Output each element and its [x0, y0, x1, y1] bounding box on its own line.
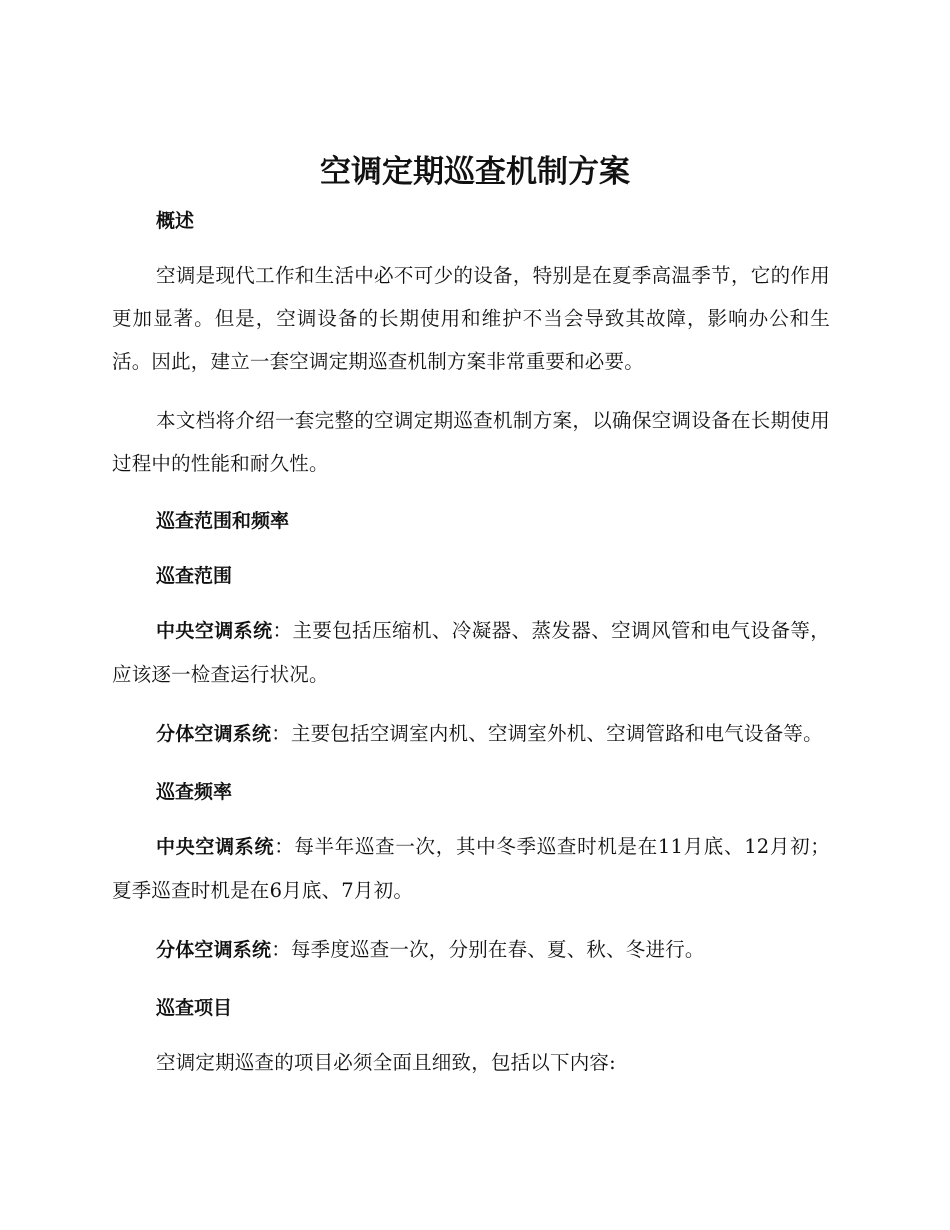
frequency-split-lead: 分体空调系统 — [156, 939, 272, 961]
frequency-central-text: ：每半年巡查一次，其中冬季巡查时机是在11月底、12月初；夏季巡查时机是在6月底、7月初。 — [112, 835, 830, 902]
frequency-central-lead: 中央空调系统 — [156, 836, 275, 858]
scope-heading: 巡查范围 — [156, 565, 233, 587]
scope-central-text: ：主要包括压缩机、冷凝器、蒸发器、空调风管和电气设备等，应该逐一检查运行状况。 — [112, 619, 830, 686]
frequency-split-text: ：每季度巡查一次，分别在春、夏、秋、冬进行。 — [271, 938, 705, 961]
overview-paragraph-2: 本文档将介绍一套完整的空调定期巡查机制方案，以确保空调设备在长期使用过程中的性能和耐久性。 — [112, 409, 830, 475]
scope-central-lead: 中央空调系统 — [156, 620, 273, 642]
scope-split-lead: 分体空调系统 — [156, 723, 272, 745]
document-body — [112, 202, 830, 1084]
items-heading: 巡查项目 — [156, 997, 233, 1019]
frequency-central-paragraph — [112, 825, 830, 912]
frequency-split-paragraph — [112, 928, 830, 972]
scope-split-text: ：主要包括空调室内机、空调室外机、空调管路和电气设备等。 — [271, 722, 823, 745]
document-title: 空调定期巡查机制方案 — [320, 154, 630, 190]
scope-frequency-heading: 巡查范围和频率 — [156, 510, 290, 532]
overview-paragraph-1: 空调是现代工作和生活中必不可少的设备，特别是在夏季高温季节，它的作用更加显著。但是，空调设备的长期使用和维护不当会导致其故障，影响办公和生活。因此，建立一套空调定期巡查机制方案非常重要和必要。 — [112, 264, 830, 373]
scope-central-paragraph — [112, 609, 830, 696]
items-intro-paragraph: 空调定期巡查的项目必须全面且细致，包括以下内容: — [156, 1051, 616, 1074]
frequency-heading: 巡查频率 — [156, 781, 233, 803]
scope-split-paragraph — [112, 712, 830, 756]
overview-heading: 概述 — [156, 210, 195, 232]
